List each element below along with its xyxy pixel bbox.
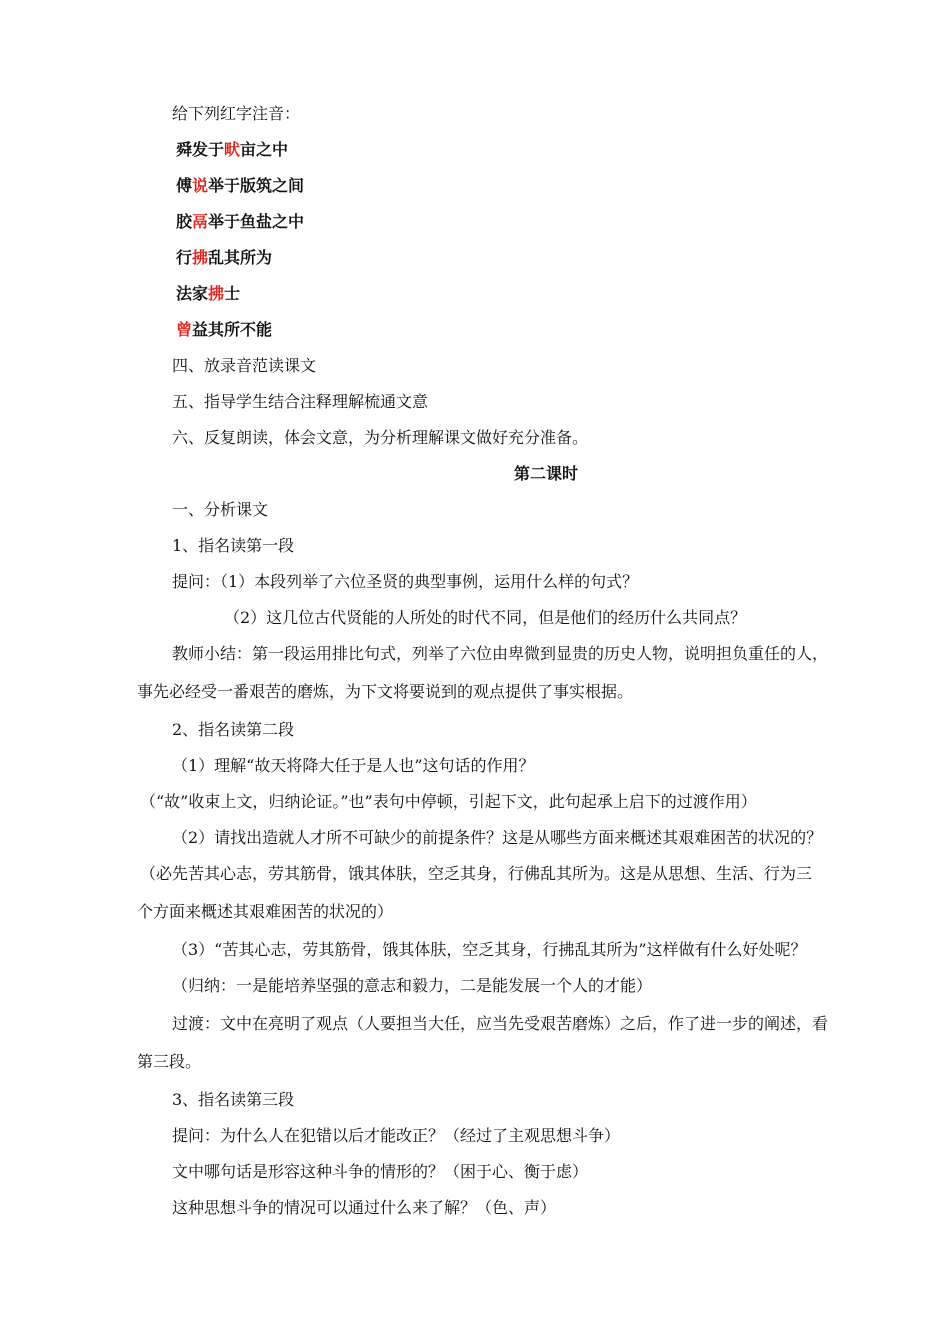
red-char: 畎 [224,140,241,159]
question-line: （2）请找出造就人才所不可缺少的前提条件？这是从哪些方面来概述其艰难困苦的状况的？ [172,828,823,847]
red-char: 说 [192,176,209,195]
summary-line: 教师小结：第一段运用排比句式，列举了六位由卑微到显贵的历史人物，说明担负重任的人， [172,644,829,663]
red-char: 曾 [176,320,193,339]
answer-line: 个方面来概述其艰难困苦的状况的） [137,902,394,921]
red-char: 拂 [192,248,209,267]
answer-line: （“故”收束上文，归纳论证。”也”表句中停顿，引起下文，此句起承上启下的过渡作用） [140,792,757,811]
question-line: （1）理解“故天将降大任于是人也”这句话的作用？ [172,756,535,775]
intro-line: 给下列红字注音： [172,104,301,123]
pinyin-item [176,320,272,340]
item-text: 士 [224,284,241,303]
item-text: 舜发于 [176,140,225,159]
item-text: 举于版筑之间 [208,176,305,195]
item-text: 益其所不能 [192,320,273,339]
item-text: 行 [176,248,193,267]
pinyin-item [176,284,240,304]
body-line: 3、指名读第三段 [172,1090,295,1109]
body-line: 一、分析课文 [172,500,269,519]
transition-line: 第三段。 [137,1052,202,1071]
body-line: 1、指名读第一段 [172,536,295,555]
question-line: （2）这几位古代贤能的人所处的时代不同，但是他们的经历什么共同点？ [224,608,747,627]
body-line: 2、指名读第二段 [172,720,295,739]
item-text: 举于鱼盐之中 [208,212,305,231]
answer-line: （归纳：一是能培养坚强的意志和毅力，二是能发展一个人的才能） [172,976,653,995]
transition-line: 过渡：文中在亮明了观点（人要担当大任，应当先受艰苦磨炼）之后，作了进一步的阐述，看 [172,1014,829,1033]
pinyin-item [176,140,288,160]
question-line: 提问：为什么人在犯错以后才能改正？（经过了主观思想斗争） [172,1126,621,1145]
item-text: 傅 [176,176,193,195]
pinyin-item [176,176,304,196]
question-line: 这种思想斗争的情况可以通过什么来了解？（色、声） [172,1198,557,1217]
question-line: 提问：（1）本段列举了六位圣贤的典型事例，运用什么样的句式？ [172,572,639,591]
pinyin-item [176,248,272,268]
section-heading: 第二课时 [514,464,579,483]
pinyin-item [176,212,304,232]
item-text: 亩之中 [240,140,289,159]
item-text: 法家 [176,284,209,303]
question-line: （3）“苦其心志，劳其筋骨，饿其体肤，空乏其身，行拂乱其所为”这样做有什么好处呢？ [172,940,807,959]
red-char: 鬲 [192,212,209,231]
item-text: 乱其所为 [208,248,273,267]
step-4: 四、放录音范读课文 [172,356,317,375]
summary-line: 事先必经受一番艰苦的磨炼，为下文将要说到的观点提供了事实根据。 [137,682,634,701]
step-6: 六、反复朗读，体会文意，为分析理解课文做好充分准备。 [172,428,589,447]
item-text: 胶 [176,212,193,231]
question-line: 文中哪句话是形容这种斗争的情形的？（困于心、衡于虑） [172,1162,589,1181]
answer-line: （必先苦其心志，劳其筋骨，饿其体肤，空乏其身，行佛乱其所为。这是从思想、生活、行为三 [140,864,813,883]
red-char: 拂 [208,284,225,303]
step-5: 五、指导学生结合注释理解梳通文意 [172,392,429,411]
